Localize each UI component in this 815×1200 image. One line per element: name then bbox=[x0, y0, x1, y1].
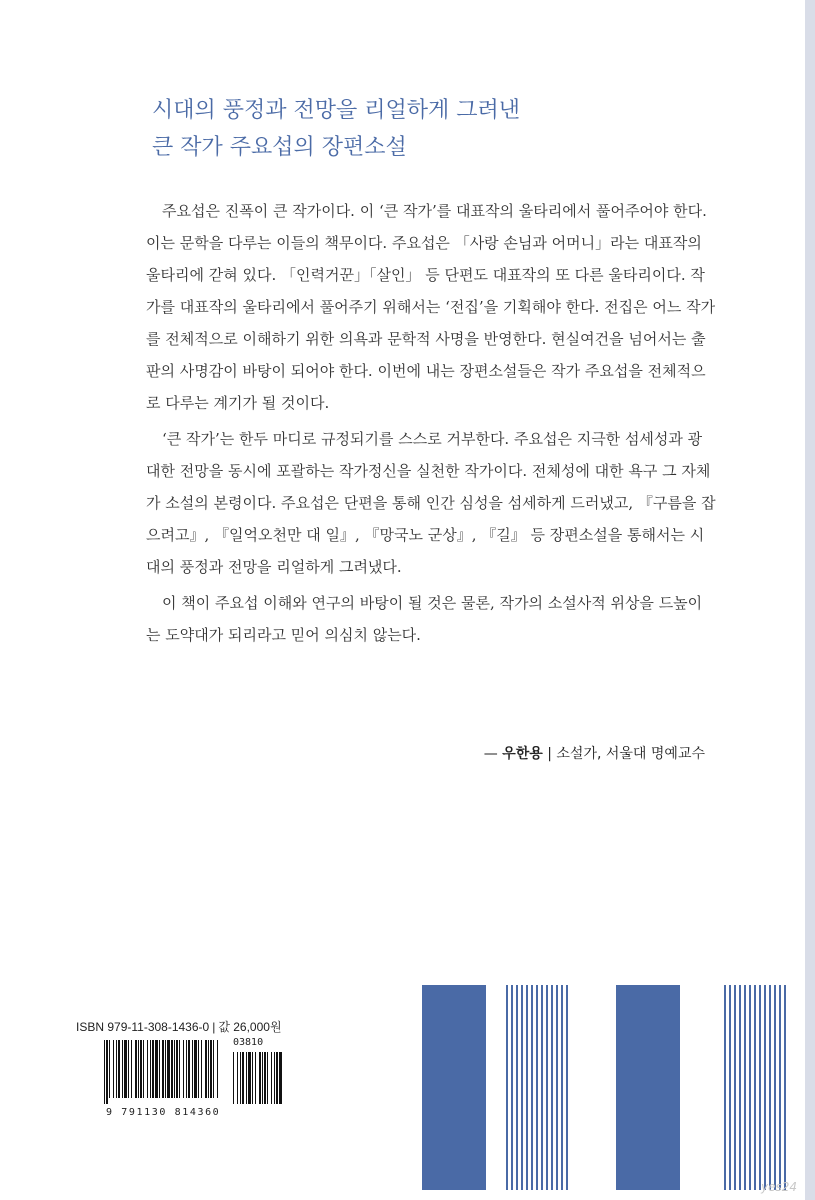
barcode-addon-bar bbox=[264, 1052, 266, 1104]
barcode-bar bbox=[118, 1040, 120, 1098]
striped-block-1-stripe bbox=[546, 985, 548, 1190]
striped-block-2-stripe bbox=[749, 985, 751, 1190]
blurb-body bbox=[146, 195, 716, 651]
barcode-bar bbox=[210, 1040, 212, 1098]
barcode-bar bbox=[147, 1040, 148, 1098]
striped-block-2-stripe bbox=[764, 985, 766, 1190]
barcode-bar bbox=[122, 1040, 123, 1098]
striped-block-2-stripe bbox=[784, 985, 786, 1190]
striped-block-1-stripe bbox=[551, 985, 553, 1190]
striped-block-1-stripe bbox=[536, 985, 538, 1190]
striped-block-2-stripe bbox=[734, 985, 736, 1190]
striped-block-2-stripe bbox=[759, 985, 761, 1190]
decorative-stripes-graphic bbox=[422, 985, 808, 1190]
barcode-bar bbox=[205, 1040, 207, 1098]
barcode-bar bbox=[186, 1040, 187, 1098]
striped-block-1-stripe bbox=[516, 985, 518, 1190]
decorative-stripe-blocks bbox=[422, 985, 808, 1190]
striped-block-1-stripe bbox=[566, 985, 568, 1190]
striped-block-1-stripe bbox=[526, 985, 528, 1190]
striped-block-2-stripe bbox=[754, 985, 756, 1190]
barcode-bar bbox=[217, 1040, 218, 1098]
striped-block-2-stripe bbox=[774, 985, 776, 1190]
headline-line-2: 큰 작가 주요섭의 장편소설 bbox=[152, 135, 407, 160]
barcode-bar bbox=[194, 1040, 197, 1098]
striped-block-2-stripe bbox=[739, 985, 741, 1190]
barcode-addon-bar bbox=[267, 1052, 268, 1104]
blue-block-1 bbox=[422, 985, 486, 1190]
barcode-bar bbox=[159, 1040, 160, 1098]
striped-block-1-stripe bbox=[541, 985, 543, 1190]
striped-block-2-stripe bbox=[724, 985, 726, 1190]
barcode-bar bbox=[109, 1040, 110, 1098]
barcode-bar bbox=[171, 1040, 173, 1098]
barcode-bar bbox=[201, 1040, 202, 1098]
barcode-bar bbox=[179, 1040, 180, 1098]
barcode-bar bbox=[131, 1040, 132, 1098]
barcode-bar bbox=[138, 1040, 139, 1098]
barcode-addon-bar bbox=[240, 1052, 241, 1104]
striped-block-2-stripe bbox=[729, 985, 731, 1190]
attribution-dash: — bbox=[483, 746, 498, 762]
headline bbox=[152, 92, 712, 166]
striped-block-1-stripe bbox=[511, 985, 513, 1190]
barcode-addon-bar bbox=[259, 1052, 261, 1104]
barcode-addon-bar bbox=[255, 1052, 256, 1104]
blurb-paragraph-3: 이 책이 주요섭 이해와 연구의 바탕이 될 것은 물론, 작가의 소설사적 위상을 드높이는 도약대가 되리라고 믿어 의심치 않는다. bbox=[146, 594, 703, 644]
striped-block-1-stripe bbox=[506, 985, 508, 1190]
attribution-separator: | bbox=[547, 746, 552, 762]
barcode-bar bbox=[150, 1040, 151, 1098]
barcode-bar bbox=[143, 1040, 144, 1098]
barcode-addon-bar bbox=[279, 1052, 282, 1104]
barcode-bar bbox=[104, 1040, 105, 1104]
barcode-addon-bar bbox=[276, 1052, 278, 1104]
barcode-addon-bar bbox=[271, 1052, 272, 1104]
striped-block-1-stripe bbox=[531, 985, 533, 1190]
barcode-bar bbox=[167, 1040, 170, 1098]
barcode-bar bbox=[162, 1040, 164, 1098]
barcode-bar bbox=[208, 1040, 209, 1098]
barcode-bar bbox=[116, 1040, 117, 1098]
isbn-text: ISBN 979-11-308-1436-0 bbox=[76, 1020, 210, 1034]
barcode-graphic bbox=[104, 1040, 282, 1106]
blurb-paragraph-1: 주요섭은 진폭이 큰 작가이다. 이 ‘큰 작가’를 대표작의 울타리에서 풀어주어야 한다. 이는 문학을 다루는 이들의 책무이다. 주요섭은 「사랑 손님과 어머니」라는 대표작의 울타리에 갇혀 있다. 「인력거꾼」「살인」 등 단편도 대표작의 또 다른 울타리이다. 작가를 대표작의 울타리에서 풀어주기 위해서는 ‘전집’을 기획해야 한다. 전집은 어느 작가를 전체적으로 이해하기 위한 의욕과 문학적 사명을 반영한다. 현실여건을 넘어서는 출판의 사명감이 바탕이 되어야 한다. 이번에 내는 장편소설들은 작가 주요섭을 전체적으로 다루는 계기가 될 것이다. bbox=[146, 202, 716, 412]
watermark: yes24 bbox=[760, 1180, 797, 1194]
barcode-bar bbox=[213, 1040, 214, 1098]
striped-block-2-stripe bbox=[744, 985, 746, 1190]
barcode-bar bbox=[174, 1040, 175, 1098]
barcode-bar bbox=[128, 1040, 129, 1098]
barcode-addon-bar bbox=[237, 1052, 238, 1104]
isbn-price-separator: | bbox=[212, 1020, 216, 1034]
barcode-addon-bar bbox=[274, 1052, 275, 1104]
barcode-ean-digits: 9 791130 814360 bbox=[106, 1107, 221, 1118]
barcode-bar bbox=[176, 1040, 178, 1098]
barcode-bar bbox=[198, 1040, 199, 1098]
striped-block-1-stripe bbox=[521, 985, 523, 1190]
striped-block-2-stripe bbox=[769, 985, 771, 1190]
barcode-addon-code: 03810 bbox=[233, 1037, 264, 1048]
barcode-addon-bar bbox=[246, 1052, 247, 1104]
barcode-bar bbox=[152, 1040, 154, 1098]
price-text: 값 26,000원 bbox=[218, 1020, 282, 1034]
striped-block-1-stripe bbox=[556, 985, 558, 1190]
striped-block-2-stripe bbox=[779, 985, 781, 1190]
barcode-bar bbox=[192, 1040, 193, 1098]
barcode-bar bbox=[188, 1040, 190, 1098]
barcode-bar bbox=[135, 1040, 137, 1098]
attribution-author: 우한용 bbox=[502, 746, 543, 762]
barcode-bar bbox=[124, 1040, 127, 1098]
barcode-bar bbox=[155, 1040, 158, 1098]
headline-line-1: 시대의 풍정과 전망을 리얼하게 그려낸 bbox=[152, 98, 521, 123]
blue-block-2 bbox=[616, 985, 680, 1190]
isbn-price-line bbox=[76, 1018, 282, 1035]
barcode-addon-bar bbox=[262, 1052, 263, 1104]
attribution-title: 소설가, 서울대 명예교수 bbox=[556, 746, 705, 762]
barcode-bar bbox=[113, 1040, 114, 1098]
barcode-addon-bar bbox=[248, 1052, 251, 1104]
barcode-addon-bar bbox=[242, 1052, 244, 1104]
barcode-bar bbox=[183, 1040, 184, 1098]
barcode-addon-bar bbox=[252, 1052, 253, 1104]
barcode-bar bbox=[106, 1040, 108, 1104]
barcode-bar bbox=[140, 1040, 142, 1098]
barcode-addon-bar bbox=[233, 1052, 234, 1104]
striped-block-1-stripe bbox=[561, 985, 563, 1190]
attribution bbox=[484, 743, 705, 763]
barcode-bar bbox=[165, 1040, 166, 1098]
blurb-paragraph-2: ‘큰 작가’는 한두 마디로 규정되기를 스스로 거부한다. 주요섭은 지극한 섬세성과 광대한 전망을 동시에 포괄하는 작가정신을 실천한 작가이다. 전체성에 대한 욕구 그 자체가 소설의 본령이다. 주요섭은 단편을 통해 인간 심성을 섬세하게 드러냈고, 『구름을 잡으려고』, 『일억오천만 대 일』, 『망국노 군상』, 『길』 등 장편소설을 통해서는 시대의 풍정과 전망을 리얼하게 그려냈다. bbox=[146, 430, 716, 576]
